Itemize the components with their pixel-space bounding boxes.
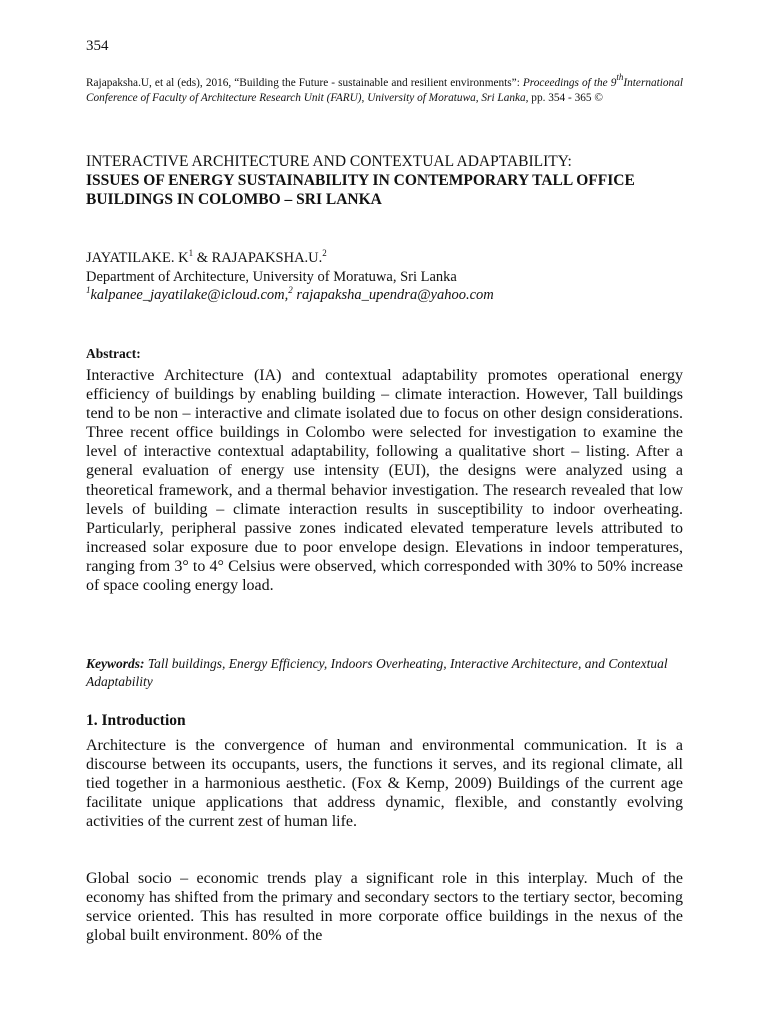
keywords [86,655,683,691]
author-2-sup: 2 [322,248,327,258]
keywords-text: Tall buildings, Energy Efficiency, Indoors Overheating, Interactive Architecture, and Contextual Adaptability [86,656,668,689]
citation-proceedings-b: International Conference of Faculty of Architecture Research Unit (FARU), University of Moratuwa, Sri Lanka, [86,77,683,104]
citation [86,72,683,106]
author-1-sup: 1 [188,248,194,258]
author-2: RAJAPAKSHA.U. [211,250,323,266]
author-joiner: & [193,250,212,266]
citation-ordinal: th [616,72,624,82]
keywords-label: Keywords: [86,656,145,671]
affiliation: Department of Architecture, University of Moratuwa, Sri Lanka [86,269,457,285]
title-line-1: INTERACTIVE ARCHITECTURE AND CONTEXTUAL ADAPTABILITY: [86,153,572,170]
citation-proceedings-a: Proceedings of the 9 [522,77,617,89]
email-2-sup: 2 [288,285,293,295]
author-emails [86,286,494,305]
email-1: kalpanee_jayatilake@icloud.com, [90,287,289,303]
email-1-sup: 1 [86,285,91,295]
abstract-body: Interactive Architecture (IA) and contextual adaptability promotes operational energy efficiency of buildings by enabling building – climate interaction. However, Tall buildings tend to be non – interactive and climate isolated due to focus on other design considerations. Three recent office buildings in Colombo were selected for investigation to examine the level of interactive contextual adaptability, following a qualitative short – listing. After a general evaluation of energy use intensity (EUI), the designs were analyzed using a theoretical framework, and a thermal behavior investigation. The research revealed that low levels of building – climate interaction results in susceptibility to indoor overheating. Particularly, peripheral passive zones indicated elevated temperature levels attributed to increased solar exposure due to poor envelope design. Elevations in indoor temperatures, ranging from 3° to 4° Celsius were observed, which corresponded with 30% to 50% increase of space cooling energy load. [86,367,683,595]
paper-title [86,152,683,209]
page-number: 354 [86,38,109,54]
author-1: JAYATILAKE. K [86,250,189,266]
authors [86,249,327,268]
intro-paragraph-2: Global socio – economic trends play a significant role in this interplay. Much of the economy has shifted from the primary and secondary sectors to the tertiary sector, becoming service oriented. This has resulted in more corporate office buildings in the nexus of the global built environment. 80% of the [86,870,683,945]
email-2: rajapaksha_upendra@yahoo.com [292,287,494,303]
citation-pages: pp. 354 - 365 © [528,92,603,104]
intro-paragraph-1: Architecture is the convergence of human and environmental communication. It is a discourse between its occupants, users, the functions it serves, and its regional climate, all tied together in a harmonious aesthetic. (Fox & Kemp, 2009) Buildings of the current age facilitate unique applications that address dynamic, flexible, and constantly evolving activities of the current zest of human life. [86,737,683,831]
citation-lead: Rajapaksha.U, et al (eds), 2016, “Building the Future - sustainable and resilient environments”: [86,77,523,89]
abstract-heading: Abstract: [86,346,141,361]
title-line-2: ISSUES OF ENERGY SUSTAINABILITY IN CONTEMPORARY TALL OFFICE BUILDINGS IN COLOMBO – SRI LANKA [86,172,635,208]
section-heading-introduction: 1. Introduction [86,712,186,729]
